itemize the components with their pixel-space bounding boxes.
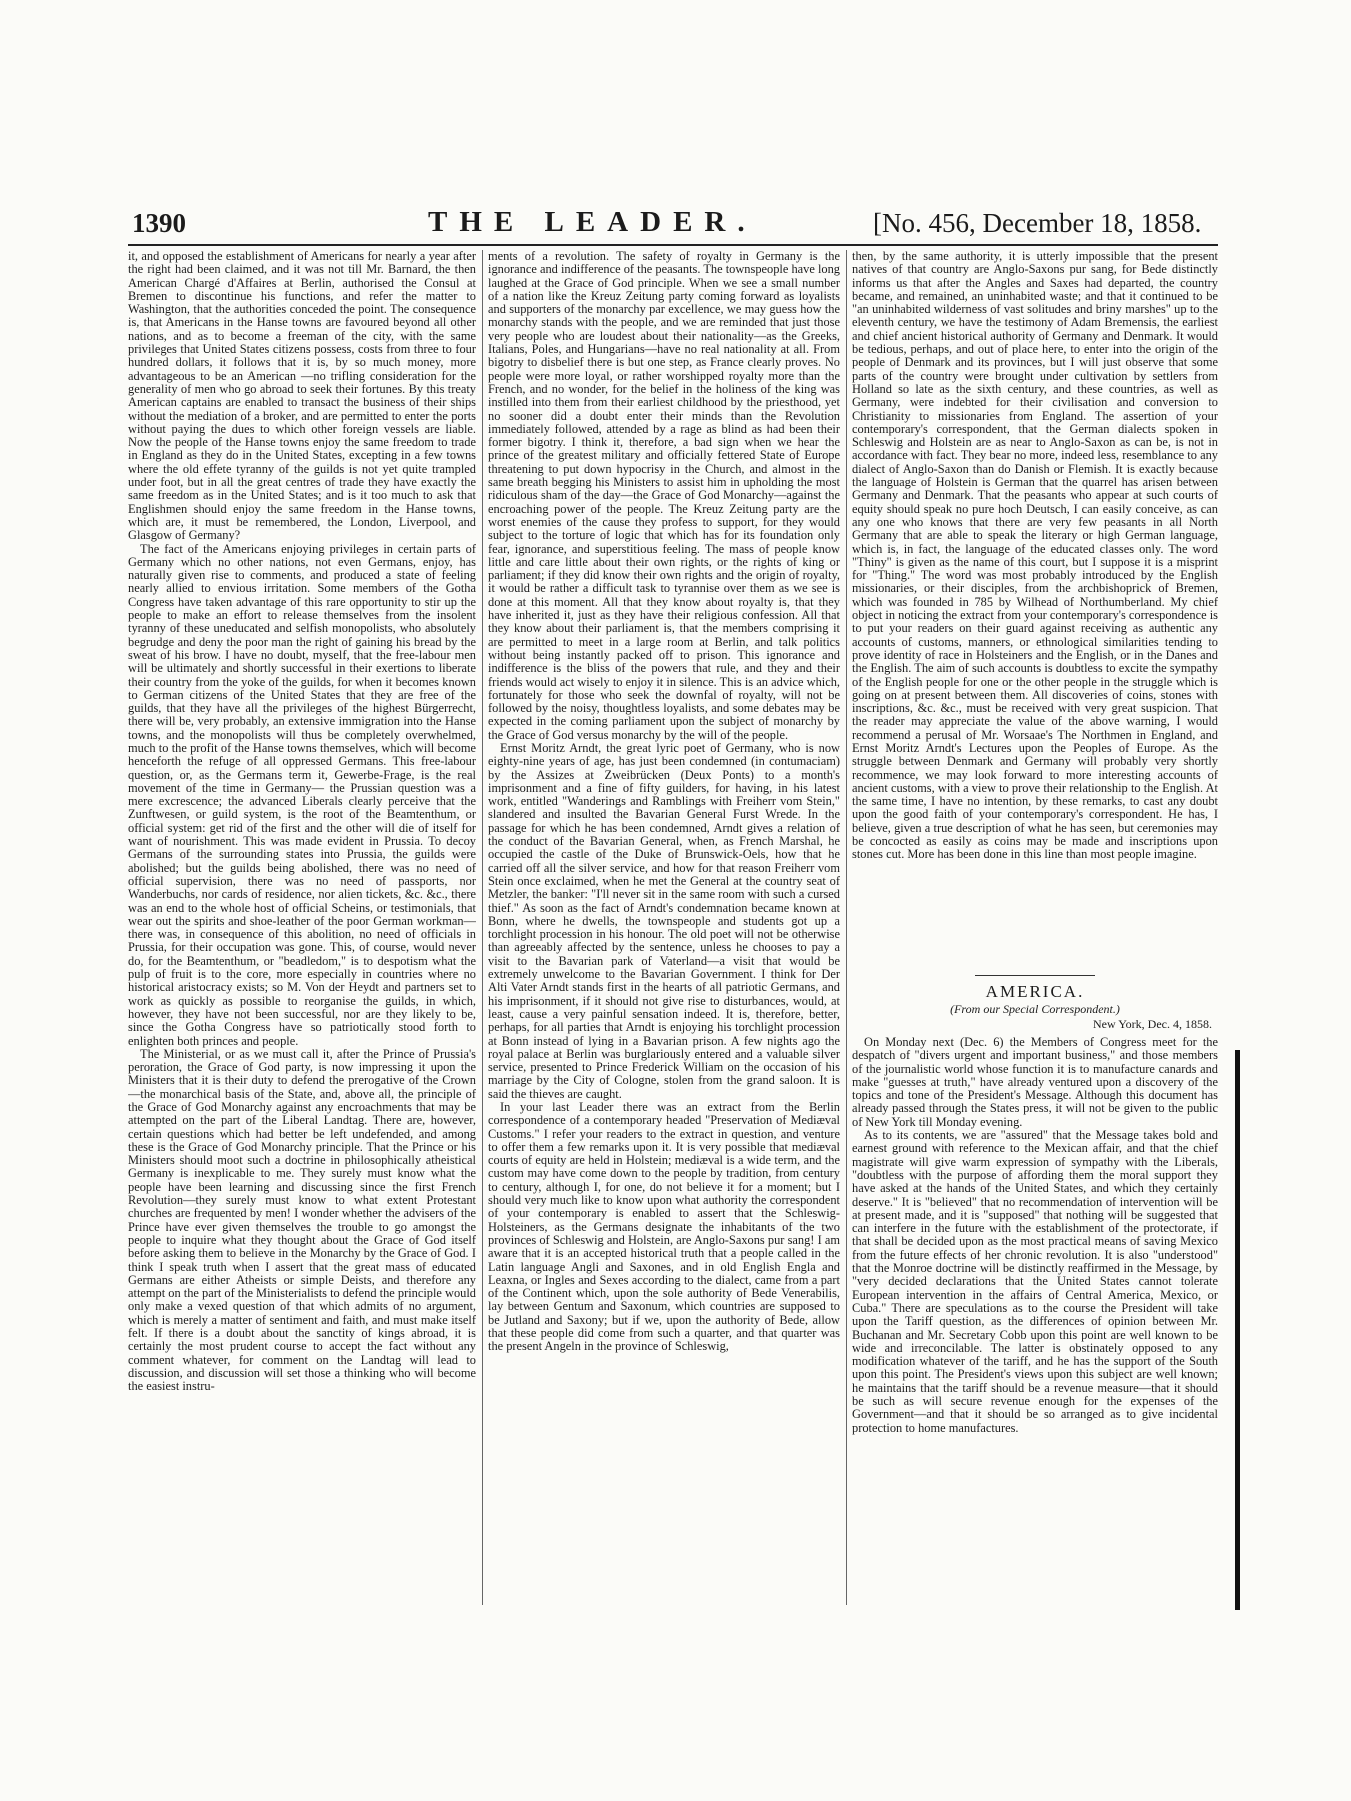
paragraph: Ernst Moritz Arndt, the great lyric poet of Germany, who is now eighty-nine years of age, has just been condemned (in contumaciam) by the Assizes at Zweibrücken (Deux Ponts) to a month's imprisonment and a fine of fifty guilders, for having, in his latest work, entitled "Wanderings and Ramblings with Freiherr vom Stein," slandered and insulted the Bavarian General Furst Wrede. In the passage for which he has been condemned, Arndt gives a relation of the conduct of the Bavarian General, when, as French Marshal, he occupied the castle of the Duke of Brunswick-Oels, how that he carried off all the silver service, and how for that reason Freiherr vom Stein once exclaimed, when he met the General at the country seat of Metzler, the banker: "I'll never sit in the same room with such a cursed thief." As soon as the fact of Arndt's condemnation became known at Bonn, where he dwells, the townspeople and students got up a torchlight procession in his honour. The old poet will not be otherwise than agreeably affected by the sentence, unless he chooses to pay a visit to the Bavarian park of Vaterland—a visit that would be extremely unwelcome to the Bavarian Government. I think for Der Alti Vater Arndt stands first in the hearts of all patriotic Germans, and his imprisonment, if it should not give rise to disturbances, would, at least, cause a very painful sensation indeed. It is, therefore, better, perhaps, for all parties that Arndt is enjoying his torchlight procession at Bonn instead of lying in a Bavarian prison. A few nights ago the royal palace at Berlin was burglariously entered and a valuable silver service, presented to Prince Frederick William on the occasion of his marriage by the City of Cologne, stolen from the grand saloon. It is said the thieves are caught. xyxy=(488,740,840,1101)
paragraph: ments of a revolution. The safety of royalty in Germany is the ignorance and indifference of the peasants. The townspeople have long laughed at the Grace of God principle. When we see a small number of a nation like the Kreuz Zeitung party coming forward as loyalists and supporters of the monarchy par excellence, we may guess how the monarchy stands with the people, and we are reminded that just those very people who are loudest about their nationality—as the Greeks, Italians, Poles, and Hungarians—have no real nationality at all. From bigotry to disbelief there is but one step, as France clearly proves. No people were more loyal, or rather worshipped royalty more than the French, and no wonder, for the belief in the holiness of the king was instilled into them from their earliest childhood by the priesthood, yet no sooner did a doubt enter their minds than the Revolution immediately followed, attended by a rage as blind as had been their former bigotry. I think it, therefore, a bad sign when we hear the prince of the greatest military and officially fettered State of Europe threatening to put down hypocrisy in the Church, and almost in the same breath begging his Ministers to assist him in upholding the most ridiculous sham of the day—the Grace of God Monarchy—against the encroaching power of the people. The Kreuz Zeitung party are the worst enemies of the cause they profess to support, for they would subject to the torture of logic that which has for its foundation only fear, ignorance, and superstitious feeling. The mass of people know little and care little about their own rights, or the rights of king or parliament; if they did know their own rights and the origin of royalty, it would be rather a difficult task to tyrannise over them as we see is done at this moment. All that they know about royalty is, that they have inherited it, just as they have their religious confession. All that they know about their parliament is, that the members comprising it are permitted to meet in a large room at Berlin, and talk politics without being instantly packed off to prison. This ignorance and indifference is the bliss of the powers that rule, and they and their friends would act wisely to enjoy it in silence. This is an advice which, fortunately for those who seek the downfal of royalty, will not be followed by the noisy, thoughtless loyalists, and some debates may be expected in the coming parliament upon the subject of monarchy by the Grace of God versus monarchy by the will of the people. xyxy=(488,250,840,742)
column-2 xyxy=(488,250,840,1600)
america-article xyxy=(852,1036,1218,1636)
column-1 xyxy=(128,250,476,1600)
paragraph: The Ministerial, or as we must call it, after the Prince of Prussia's peroration, the Grace of God party, is now impressing it upon the Ministers that it is their duty to defend the prerogative of the Crown—the monarchical basis of the State, and, above all, the principle of the Grace of God Monarchy against any encroachments that may be attempted on the part of the Liberal Landtag. There are, however, certain questions which had better be left undefended, and among these is the Grace of God Monarchy principle. That the Prince or his Ministers should moot such a doctrine in philosophically atheistical Germany is inexplicable to me. They surely must know what the people have been learning and discussing since the first French Revolution—they surely must know to what extent Protestant churches are frequented by men! I wonder whether the advisers of the Prince have ever given themselves the trouble to go amongst the people to inquire what they thought about the Grace of God itself before asking them to believe in the Monarchy by the Grace of God. I think I speak truth when I assert that the great mass of educated Germans are either Atheists or simple Deists, and therefore any attempt on the part of the Ministerialists to defend the principle would only make a vexed question of that which admits of no argument, which is merely a matter of sentiment and faith, and must make itself felt. If there is a doubt about the sanctity of kings abroad, it is certainly the most prudent course to accept the fact without any comment whatever, for comment on the Landtag will lead to discussion, and discussion will set those a thinking who will become the easiest instru- xyxy=(128,1046,476,1394)
section-heading: AMERICA. xyxy=(985,982,1085,1001)
section-subheading: (From our Special Correspondent.) xyxy=(950,1002,1120,1016)
column-divider xyxy=(482,250,483,1605)
masthead-rule xyxy=(128,244,1218,246)
dateline: New York, Dec. 4, 1858. xyxy=(1093,1017,1212,1031)
paragraph: it, and opposed the establishment of Americans for nearly a year after the right had been claimed, and it was not till Mr. Barnard, the then American Chargé d'Affaires at Berlin, authorised the Consul at Bremen to discontinue his functions, and refer the matter to Washington, that the authorities conceded the point. The consequence is, that Americans in the Hanse towns are favoured beyond all other nations, and as to become a freeman of the city, with the same privileges that United States citizens possess, costs from three to four hundred dollars, it follows that it is, by so much money, more advantageous to be an American —no trifling consideration for the generality of men who go abroad to seek their fortunes. By this treaty American captains are enabled to transact the business of their ships without the mediation of a broker, and are permitted to enter the ports without paying the dues to which other foreign vessels are liable. Now the people of the Hanse towns enjoy the same freedom to trade in England as they do in the United States, excepting in a few towns where the old effete tyranny of the guilds is not yet quite trampled under foot, but in all the great centres of trade they have exactly the same freedom as in the United States; and is it too much to ask that Englishmen should enjoy the same freedom in the Hanse towns, which are, it must be remembered, the London, Liverpool, and Glasgow of Germany? xyxy=(128,250,476,543)
paragraph: On Monday next (Dec. 6) the Members of Congress meet for the despatch of "divers urgent and important business," and those members of the journalistic world whose function it is to manufacture canards and make "guesses at truth," have already ventured upon a discovery of the topics and tone of the President's Message. Although this document has already passed through the States press, it will not be given to the public of New York till Monday evening. xyxy=(852,1036,1218,1129)
paragraph: The fact of the Americans enjoying privileges in certain parts of Germany which no other nations, not even Germans, enjoy, has naturally given rise to comments, and produced a state of feeling nearly allied to envious irritation. Some members of the Gotha Congress have taken advantage of this rare opportunity to stir up the people to make an effort to release themselves from the insolent tyranny of these uneducated and selfish monopolists, who absolutely begrudge and deny the poor man the right of gaining his bread by the sweat of his brow. I have no doubt, myself, that the free-labour men will be ultimately and shortly successful in their exertions to liberate their country from the yoke of the guilds, for when it becomes known to German citizens of the United States that they are free of the guilds, that they have all the privileges of the highest Bürgerrecht, there will be, very probably, an extensive immigration into the Hanse towns, and the monopolists will thus be completely overwhelmed, much to the profit of the Hanse towns themselves, which will become henceforth the refuge of all oppressed Germans. This free-labour question, or, as the Germans term it, Gewerbe-Frage, is the real movement of the time in Germany— the Prussian question was a mere excrescence; the advanced Liberals clearly perceive that the Zunftwesen, or guild system, is the root of the Beamtenthum, or official system: get rid of the first and the other will die of itself for want of nourishment. This was made evident in Prussia. To decoy Germans of the surrounding states into Prussia, the guilds were abolished; but the guilds being abolished, there was no need of official supervision, there was no need of passports, nor Wanderbuchs, nor cards of residence, nor alien tickets, &c. &c., there was an end to the whole host of official Scheins, or testimonials, that wear out the spirits and shoe-leather of the poor German workman—there was, in consequence of this abolition, no need of officials in Prussia, for their occupation was gone. This, of course, would never do, for the Beamtenthum, or "beadledom," is to despotism what the pulp of fruit is to the core, more especially in countries where no historical aristocracy exists; so M. Von der Heydt and partners set to work as quickly as possible to reorganise the guilds, in which, however, they have not been successful, nor are they likely to be, since the Gotha Congress have so patriotically stood forth to enlighten both princes and people. xyxy=(128,541,476,1048)
newspaper-title: THE LEADER. xyxy=(428,206,757,238)
page-number: 1390 xyxy=(132,208,186,238)
section-divider xyxy=(975,975,1095,976)
paragraph: In your last Leader there was an extract from the Berlin correspondence of a contemporary headed "Preservation of Mediæval Customs." I refer your readers to the extract in question, and venture to offer them a few remarks upon it. It is very possible that mediæval courts of equity are held in Holstein; mediæval is a wide term, and the custom may have come down to the people by tradition, from century to century, although I, for one, do not believe it for a moment; but I should very much like to know upon what authority the correspondent of your contemporary is enabled to assert that the Schleswig-Holsteiners, as the Germans designate the inhabitants of the two provinces of Schleswig and Holstein, are Anglo-Saxons pur sang! I am aware that it is an accepted historical truth that a people called in the Latin language Angli and Saxones, and in old English Engla and Leaxna, or Ingles and Sexes according to the dialect, came from a part of the Continent which, upon the sole authority of Bede Venerabilis, lay between Gentum and Saxonum, which countries are supposed to be Jutland and Saxony; but if we, upon the authority of Bede, allow that these people did come from such a quarter, and that quarter was the present Angeln in the province of Schleswig, xyxy=(488,1100,840,1354)
paragraph: then, by the same authority, it is utterly impossible that the present natives of that country are Anglo-Saxons pur sang, for Bede distinctly informs us that after the Angles and Saxes had departed, the country became, and remained, an uninhabited waste; and that it continued to be "an uninhabited wilderness of vast solitudes and briny marshes" up to the eleventh century, we have the testimony of Adam Bremensis, the earliest and chief ancient historical authority of Germany and Denmark. It would be tedious, perhaps, and out of place here, to enter into the origin of the people of Denmark and its provinces, but I will just observe that some parts of the country were brought under cultivation by settlers from Holland so late as the sixth century, and these countries, as well as Germany, were indebted for their civilisation and conversion to Christianity to missionaries from England. The assertion of your contemporary's correspondent, that the German dialects spoken in Schleswig and Holstein are as near to Anglo-Saxon as can be, is not in accordance with fact. They bear no more, indeed less, resemblance to any dialect of Anglo-Saxon than do Danish or Flemish. It is exactly because the language of Holstein is German that the quarrel has arisen between Germany and Denmark. That the peasants who appear at such courts of equity should speak no pure hoch Deutsch, I can easily conceive, as can any one who knows that there are very few peasants in all North Germany that are able to speak the literary or high German language, which is, in fact, the language of the educated classes only. The word "Thiny" is given as the name of this court, but I suppose it is a misprint for "Thing." The word was most probably introduced by the English missionaries, or their disciples, from the archbishoprick of Bremen, which was founded in 785 by Wilhead of Northumberland. My chief object in noticing the extract from your contemporary's correspondence is to put your readers on their guard against receiving as authentic any accounts of customs, manners, or ethnological similarities tending to prove identity of race in Holsteiners and the English, or in the Danes and the English. The aim of such accounts is doubtless to excite the sympathy of the English people for one or the other people in the struggle which is going on at present between them. All discoveries of coins, stones with inscriptions, &c. &c., must be received with very great suspicion. That the reader may appreciate the value of the above warning, I would recommend a perusal of Mr. Worsaae's The Northmen in England, and Ernst Moritz Arndt's Lectures upon the Peoples of Europe. As the struggle between Denmark and Germany will probably very shortly recommence, we may look forward to more interesting accounts of ancient customs, with a view to prove their relationship to the English. At the same time, I have no intention, by these remarks, to cast any doubt upon the good faith of your contemporary's correspondent. He has, I believe, given a true description of what he has seen, but ceremonies may be concocted as easily as coins may be made and inscriptions upon stones cut. More has been done in this line than most people imagine. xyxy=(852,250,1218,862)
masthead xyxy=(128,200,1218,240)
paragraph: As to its contents, we are "assured" that the Message takes bold and earnest ground with reference to the Mexican affair, and that the chief magistrate will give warm expression of sympathy with the Liberals, "doubtless with the purpose of affording them the moral support they have asked at the hands of the United States, and which they certainly deserve." It is "believed" that no recommendation of intervention will be at present made, and it is "supposed" that nothing will be suggested that can interfere in the future with the establishment of the protectorate, if that shall be decided upon as the most practical means of saving Mexico from the future effects of her chronic revolution. It is also "understood" that the Monroe doctrine will be distinctly reaffirmed in the Message, by "very decided declarations that the United States cannot tolerate European intervention in the affairs of Central America, Mexico, or Cuba." There are speculations as to the course the President will take upon the Tariff question, as the differences of opinion between Mr. Buchanan and Mr. Secretary Cobb upon this point are well known to be wide and irreconcilable. The latter is obstinately opposed to any modification whatever of the tariff, and he has the support of the South upon this point. The President's views upon this subject are well known; he maintains that the tariff should be a revenue measure—that it should be such as will secure revenue enough for the expenses of the Government—and that it should be so arranged as to give incidental protection to home manufactures. xyxy=(852,1128,1218,1435)
column-3 xyxy=(852,250,1218,970)
issue-date: [No. 456, December 18, 1858. xyxy=(873,208,1202,238)
column-divider xyxy=(846,250,847,1605)
page-edge-shadow xyxy=(1235,1050,1240,1610)
